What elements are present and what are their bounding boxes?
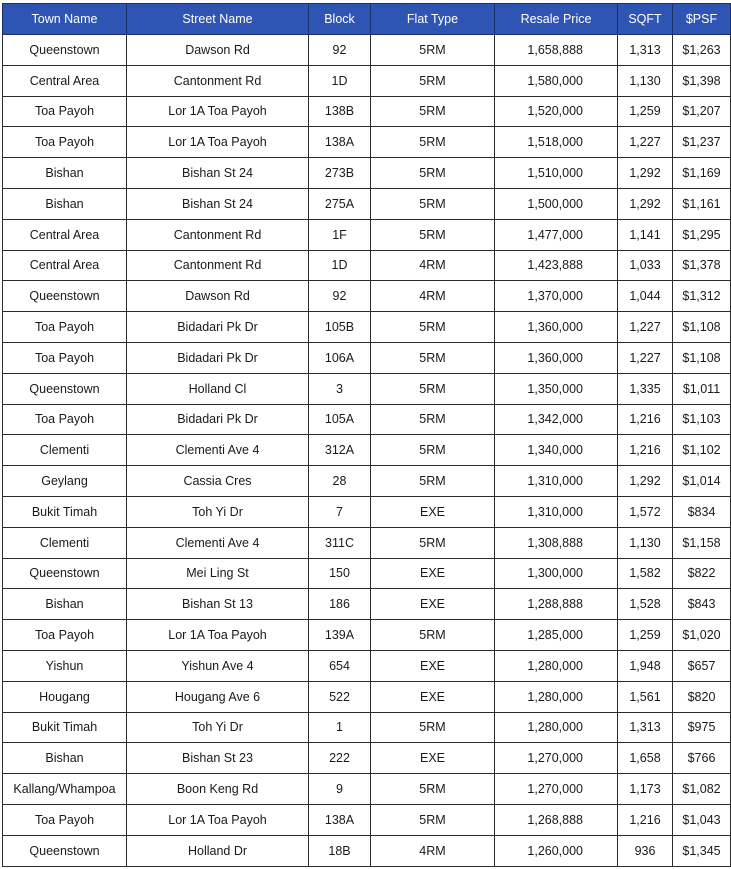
street-name-cell: Bishan St 24 [127,188,309,219]
resale-price-cell: 1,340,000 [495,435,618,466]
block-cell: 186 [309,589,371,620]
street-name-cell: Lor 1A Toa Payoh [127,620,309,651]
flat-type-cell: 5RM [371,65,495,96]
table-row [3,127,731,158]
psf-cell: $1,169 [673,158,731,189]
table-row [3,774,731,805]
psf-cell: $822 [673,558,731,589]
street-name-cell: Mei Ling St [127,558,309,589]
town-name-cell: Central Area [3,250,127,281]
town-name-cell: Clementi [3,435,127,466]
resale-price-cell: 1,510,000 [495,158,618,189]
sqft-cell: 936 [618,835,673,866]
resale-price-cell: 1,310,000 [495,496,618,527]
table-row [3,342,731,373]
resale-price-cell: 1,350,000 [495,373,618,404]
table-row [3,373,731,404]
street-name-cell: Bidadari Pk Dr [127,404,309,435]
street-name-cell: Cantonment Rd [127,65,309,96]
sqft-cell: 1,173 [618,774,673,805]
flat-type-cell: 5RM [371,188,495,219]
flat-type-cell: 5RM [371,219,495,250]
resale-price-cell: 1,280,000 [495,712,618,743]
sqft-cell: 1,130 [618,527,673,558]
table-row [3,527,731,558]
flat-type-cell: 4RM [371,281,495,312]
sqft-cell: 1,561 [618,681,673,712]
table-row [3,158,731,189]
street-name-cell: Yishun Ave 4 [127,650,309,681]
block-cell: 105A [309,404,371,435]
flat-type-cell: 5RM [371,127,495,158]
psf-cell: $1,043 [673,804,731,835]
town-name-cell: Queenstown [3,835,127,866]
street-name-cell: Bidadari Pk Dr [127,342,309,373]
flat-type-cell: 5RM [371,435,495,466]
town-name-cell: Queenstown [3,558,127,589]
town-name-cell: Bishan [3,589,127,620]
street-name-cell: Clementi Ave 4 [127,527,309,558]
block-cell: 18B [309,835,371,866]
table-row [3,743,731,774]
psf-cell: $975 [673,712,731,743]
town-name-cell: Bishan [3,158,127,189]
sqft-cell: 1,044 [618,281,673,312]
psf-cell: $1,312 [673,281,731,312]
psf-cell: $1,207 [673,96,731,127]
column-header: Town Name [3,4,127,35]
resale-price-cell: 1,285,000 [495,620,618,651]
street-name-cell: Dawson Rd [127,35,309,66]
street-name-cell: Bishan St 13 [127,589,309,620]
column-header: Resale Price [495,4,618,35]
resale-price-cell: 1,477,000 [495,219,618,250]
flat-type-cell: 5RM [371,527,495,558]
table-row [3,712,731,743]
table-row [3,250,731,281]
town-name-cell: Bukit Timah [3,496,127,527]
block-cell: 105B [309,312,371,343]
street-name-cell: Cantonment Rd [127,250,309,281]
resale-price-cell: 1,280,000 [495,681,618,712]
town-name-cell: Hougang [3,681,127,712]
block-cell: 311C [309,527,371,558]
block-cell: 312A [309,435,371,466]
flat-type-cell: 5RM [371,774,495,805]
flat-type-cell: 5RM [371,96,495,127]
table-row [3,835,731,866]
sqft-cell: 1,335 [618,373,673,404]
town-name-cell: Toa Payoh [3,96,127,127]
resale-price-cell: 1,518,000 [495,127,618,158]
table-row [3,96,731,127]
resale-price-cell: 1,360,000 [495,312,618,343]
town-name-cell: Toa Payoh [3,404,127,435]
resale-price-cell: 1,520,000 [495,96,618,127]
table-row [3,650,731,681]
psf-cell: $1,263 [673,35,731,66]
column-header: Block [309,4,371,35]
resale-price-cell: 1,658,888 [495,35,618,66]
block-cell: 275A [309,188,371,219]
block-cell: 92 [309,35,371,66]
psf-cell: $843 [673,589,731,620]
sqft-cell: 1,292 [618,188,673,219]
column-header: Street Name [127,4,309,35]
street-name-cell: Cassia Cres [127,466,309,497]
flat-type-cell: 5RM [371,373,495,404]
town-name-cell: Toa Payoh [3,127,127,158]
resale-price-cell: 1,308,888 [495,527,618,558]
town-name-cell: Toa Payoh [3,620,127,651]
psf-cell: $1,014 [673,466,731,497]
block-cell: 1F [309,219,371,250]
sqft-cell: 1,227 [618,342,673,373]
resale-price-cell: 1,310,000 [495,466,618,497]
sqft-cell: 1,130 [618,65,673,96]
flat-type-cell: EXE [371,681,495,712]
sqft-cell: 1,528 [618,589,673,620]
resale-price-cell: 1,580,000 [495,65,618,96]
block-cell: 222 [309,743,371,774]
flat-type-cell: EXE [371,650,495,681]
street-name-cell: Boon Keng Rd [127,774,309,805]
sqft-cell: 1,227 [618,312,673,343]
resale-price-cell: 1,270,000 [495,774,618,805]
town-name-cell: Geylang [3,466,127,497]
resale-price-cell: 1,370,000 [495,281,618,312]
psf-cell: $1,398 [673,65,731,96]
psf-cell: $1,378 [673,250,731,281]
block-cell: 654 [309,650,371,681]
block-cell: 138A [309,127,371,158]
sqft-cell: 1,033 [618,250,673,281]
street-name-cell: Holland Dr [127,835,309,866]
block-cell: 1D [309,65,371,96]
resale-price-cell: 1,423,888 [495,250,618,281]
column-header: $PSF [673,4,731,35]
psf-cell: $1,237 [673,127,731,158]
sqft-cell: 1,216 [618,435,673,466]
psf-cell: $1,011 [673,373,731,404]
town-name-cell: Toa Payoh [3,804,127,835]
table-row [3,435,731,466]
block-cell: 273B [309,158,371,189]
table-row [3,466,731,497]
flat-type-cell: 4RM [371,250,495,281]
block-cell: 139A [309,620,371,651]
sqft-cell: 1,259 [618,96,673,127]
table-row [3,188,731,219]
flat-type-cell: EXE [371,558,495,589]
resale-price-cell: 1,342,000 [495,404,618,435]
resale-price-cell: 1,288,888 [495,589,618,620]
block-cell: 92 [309,281,371,312]
table-row [3,65,731,96]
sqft-cell: 1,582 [618,558,673,589]
town-name-cell: Toa Payoh [3,342,127,373]
block-cell: 138A [309,804,371,835]
table-row [3,681,731,712]
column-header: Flat Type [371,4,495,35]
flat-type-cell: EXE [371,496,495,527]
flat-type-cell: 4RM [371,835,495,866]
psf-cell: $1,161 [673,188,731,219]
street-name-cell: Toh Yi Dr [127,496,309,527]
resale-price-cell: 1,280,000 [495,650,618,681]
street-name-cell: Dawson Rd [127,281,309,312]
block-cell: 522 [309,681,371,712]
psf-cell: $1,082 [673,774,731,805]
resale-price-cell: 1,300,000 [495,558,618,589]
psf-cell: $1,020 [673,620,731,651]
sqft-cell: 1,292 [618,466,673,497]
town-name-cell: Clementi [3,527,127,558]
town-name-cell: Kallang/Whampoa [3,774,127,805]
town-name-cell: Central Area [3,65,127,96]
block-cell: 138B [309,96,371,127]
sqft-cell: 1,216 [618,804,673,835]
flat-type-cell: 5RM [371,712,495,743]
psf-cell: $766 [673,743,731,774]
block-cell: 1 [309,712,371,743]
resale-price-cell: 1,260,000 [495,835,618,866]
flat-type-cell: 5RM [371,35,495,66]
town-name-cell: Queenstown [3,35,127,66]
street-name-cell: Hougang Ave 6 [127,681,309,712]
psf-cell: $1,108 [673,312,731,343]
block-cell: 7 [309,496,371,527]
town-name-cell: Queenstown [3,281,127,312]
psf-cell: $820 [673,681,731,712]
town-name-cell: Bishan [3,188,127,219]
psf-cell: $1,295 [673,219,731,250]
block-cell: 150 [309,558,371,589]
psf-cell: $657 [673,650,731,681]
psf-cell: $1,102 [673,435,731,466]
street-name-cell: Clementi Ave 4 [127,435,309,466]
street-name-cell: Lor 1A Toa Payoh [127,804,309,835]
town-name-cell: Toa Payoh [3,312,127,343]
street-name-cell: Bidadari Pk Dr [127,312,309,343]
block-cell: 106A [309,342,371,373]
street-name-cell: Bishan St 23 [127,743,309,774]
psf-cell: $1,108 [673,342,731,373]
resale-price-cell: 1,268,888 [495,804,618,835]
block-cell: 9 [309,774,371,805]
sqft-cell: 1,658 [618,743,673,774]
table-row [3,312,731,343]
psf-cell: $1,158 [673,527,731,558]
resale-price-cell: 1,360,000 [495,342,618,373]
flat-type-cell: 5RM [371,404,495,435]
street-name-cell: Lor 1A Toa Payoh [127,96,309,127]
table-row [3,589,731,620]
table-row [3,558,731,589]
street-name-cell: Lor 1A Toa Payoh [127,127,309,158]
flat-type-cell: EXE [371,589,495,620]
street-name-cell: Cantonment Rd [127,219,309,250]
table-row [3,620,731,651]
sqft-cell: 1,292 [618,158,673,189]
flat-type-cell: EXE [371,743,495,774]
table-row [3,404,731,435]
flat-type-cell: 5RM [371,312,495,343]
sqft-cell: 1,313 [618,712,673,743]
column-header: SQFT [618,4,673,35]
street-name-cell: Holland Cl [127,373,309,404]
psf-cell: $1,103 [673,404,731,435]
flat-type-cell: 5RM [371,804,495,835]
table-row [3,496,731,527]
sqft-cell: 1,259 [618,620,673,651]
town-name-cell: Queenstown [3,373,127,404]
header-row [3,4,731,35]
sqft-cell: 1,216 [618,404,673,435]
sqft-cell: 1,948 [618,650,673,681]
flat-type-cell: 5RM [371,158,495,189]
sqft-cell: 1,313 [618,35,673,66]
street-name-cell: Toh Yi Dr [127,712,309,743]
sqft-cell: 1,227 [618,127,673,158]
sqft-cell: 1,141 [618,219,673,250]
town-name-cell: Bukit Timah [3,712,127,743]
town-name-cell: Bishan [3,743,127,774]
street-name-cell: Bishan St 24 [127,158,309,189]
sqft-cell: 1,572 [618,496,673,527]
block-cell: 1D [309,250,371,281]
table-body [3,35,731,867]
table-row [3,804,731,835]
flat-type-cell: 5RM [371,342,495,373]
town-name-cell: Yishun [3,650,127,681]
block-cell: 3 [309,373,371,404]
block-cell: 28 [309,466,371,497]
table-row [3,281,731,312]
table-row [3,35,731,66]
resale-price-cell: 1,270,000 [495,743,618,774]
psf-cell: $1,345 [673,835,731,866]
resale-price-cell: 1,500,000 [495,188,618,219]
resale-table [2,3,731,867]
psf-cell: $834 [673,496,731,527]
flat-type-cell: 5RM [371,466,495,497]
town-name-cell: Central Area [3,219,127,250]
table-row [3,219,731,250]
flat-type-cell: 5RM [371,620,495,651]
